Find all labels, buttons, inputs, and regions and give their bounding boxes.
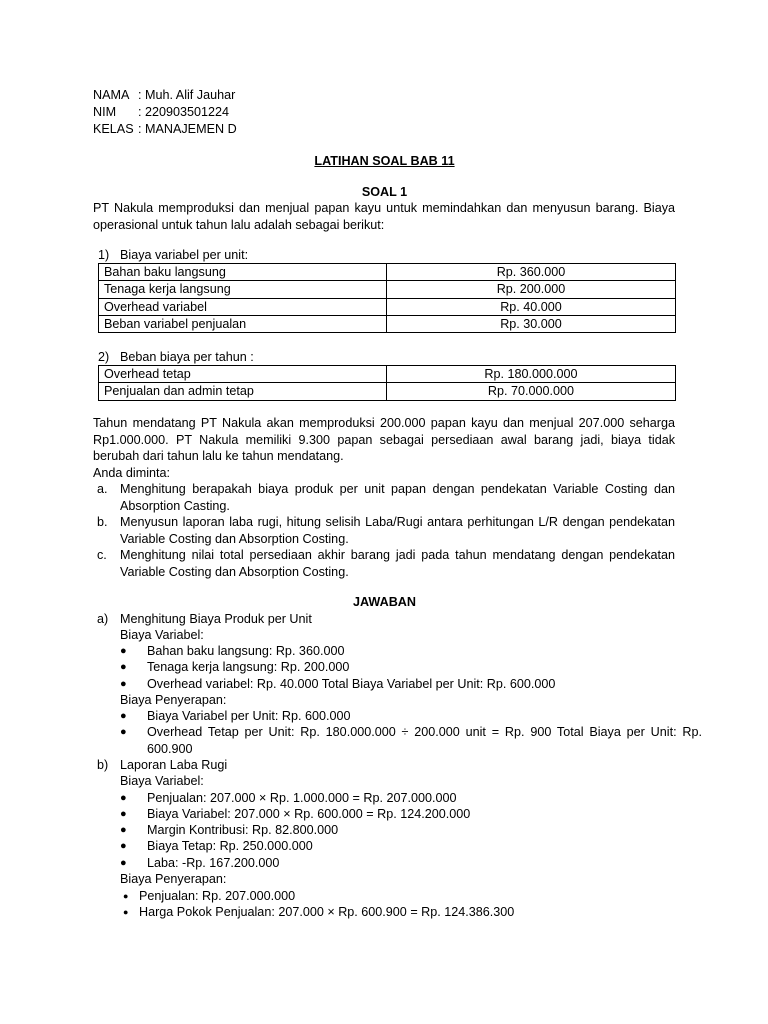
list-item <box>120 855 675 872</box>
kelas-label: KELAS <box>93 122 134 136</box>
table-cell-label: Overhead variabel <box>99 298 387 315</box>
answer-a-title: Menghitung Biaya Produk per Unit <box>120 612 312 626</box>
table-cell-value: Rp. 360.000 <box>387 264 676 281</box>
table-row <box>99 315 676 332</box>
table-cell-value: Rp. 30.000 <box>387 315 676 332</box>
table-row <box>99 281 676 298</box>
answer-b-penyerapan-label: Biaya Penyerapan: <box>120 872 227 886</box>
table-cell-label: Overhead tetap <box>99 366 387 383</box>
list-item <box>120 676 675 693</box>
intro-paragraph: PT Nakula memproduksi dan menjual papan kayu untuk memindahkan dan menyusun barang. Biaya operasional untuk tahun lalu adalah sebagai berikut: <box>93 201 675 232</box>
task-marker: b. <box>97 515 108 529</box>
bullet-icon: ● <box>120 726 127 738</box>
list-item <box>120 904 675 921</box>
task-item-c <box>93 547 675 580</box>
list-item <box>120 708 675 725</box>
table-row <box>99 383 676 400</box>
table-row <box>99 366 676 383</box>
fixed-cost-table <box>98 365 676 401</box>
table-cell-label: Beban variabel penjualan <box>99 315 387 332</box>
task-marker: a. <box>97 482 108 496</box>
bullet-icon: ● <box>120 661 127 673</box>
list-item <box>120 659 675 676</box>
section2-heading <box>93 349 675 366</box>
table-cell-label: Penjualan dan admin tetap <box>99 383 387 400</box>
nama-label: NAMA <box>93 88 130 102</box>
answer-heading: JAWABAN <box>353 595 416 609</box>
list-item-text: Margin Kontribusi: Rp. 82.800.000 <box>147 823 339 837</box>
kelas-value: : MANAJEMEN D <box>138 122 237 136</box>
variable-cost-table <box>98 263 676 333</box>
list-item-text: Harga Pokok Penjualan: 207.000 × Rp. 600.900 = Rp. 124.386.300 <box>139 905 515 919</box>
bullet-icon: ● <box>120 808 127 820</box>
list-item-text: Biaya Variabel per Unit: Rp. 600.000 <box>147 709 351 723</box>
task-marker: c. <box>97 548 107 562</box>
answer-a-variabel-label: Biaya Variabel: <box>120 628 204 642</box>
table-cell-value: Rp. 70.000.000 <box>387 383 676 400</box>
table-cell-label: Tenaga kerja langsung <box>99 281 387 298</box>
list-item-text: Laba: -Rp. 167.200.000 <box>147 856 280 870</box>
task-text: Menyusun laporan laba rugi, hitung selisih Laba/Rugi antara perhitungan L/R dengan pendekatan Variable Costing dan Absorption Costing. <box>120 515 675 546</box>
bullet-icon: ● <box>120 824 127 836</box>
bullet-icon: ● <box>120 840 127 852</box>
list-item-text: Overhead variabel: Rp. 40.000 Total Biaya Variabel per Unit: Rp. 600.000 <box>147 677 556 691</box>
list-item-text: Biaya Tetap: Rp. 250.000.000 <box>147 839 313 853</box>
list-item-text: Penjualan: Rp. 207.000.000 <box>139 889 296 903</box>
answer-b-heading <box>93 757 675 774</box>
bullet-icon: ● <box>120 645 127 657</box>
bullet-icon: ● <box>123 891 129 901</box>
bullet-icon: ● <box>123 907 129 917</box>
task-text: Menghitung nilai total persediaan akhir barang jadi pada tahun mendatang dengan pendekatan Variable Costing dan Absorption Costing. <box>120 548 675 579</box>
list-item <box>120 790 675 807</box>
nama-value: : Muh. Alif Jauhar <box>138 88 236 102</box>
table-cell-value: Rp. 40.000 <box>387 298 676 315</box>
task-item-b <box>93 514 675 547</box>
section1-marker: 1) <box>98 248 110 262</box>
soal-heading: SOAL 1 <box>361 185 408 199</box>
bullet-icon: ● <box>120 792 127 804</box>
list-item-text: Overhead Tetap per Unit: Rp. 180.000.000 ÷ 200.000 unit = Rp. 900 Total Biaya per Unit: Rp. 600.900 <box>147 725 702 756</box>
answer-b-title: Laporan Laba Rugi <box>120 758 228 772</box>
answer-a-heading <box>93 611 675 628</box>
list-item <box>120 838 675 855</box>
nim-label: NIM <box>93 105 117 119</box>
task-intro: Anda diminta: <box>93 466 171 480</box>
table-cell-label: Bahan baku langsung <box>99 264 387 281</box>
section1-heading <box>93 247 675 264</box>
page-title: LATIHAN SOAL BAB 11 <box>314 154 455 168</box>
task-item-a <box>93 481 675 514</box>
task-text: Menghitung berapakah biaya produk per unit papan dengan pendekatan Variable Costing dan Absorption Casting. <box>120 482 675 513</box>
bullet-icon: ● <box>120 710 127 722</box>
list-item-text: Penjualan: 207.000 × Rp. 1.000.000 = Rp. 207.000.000 <box>147 791 457 805</box>
bullet-icon: ● <box>120 678 127 690</box>
list-item <box>120 806 675 823</box>
answer-a-marker: a) <box>97 612 109 626</box>
list-item-text: Bahan baku langsung: Rp. 360.000 <box>147 644 345 658</box>
nim-value: : 220903501224 <box>138 105 230 119</box>
context-paragraph: Tahun mendatang PT Nakula akan memproduksi 200.000 papan kayu dan menjual 207.000 seharga Rp1.000.000. PT Nakula memiliki 9.300 papan sebagai persediaan awal barang jadi, biaya tidak berubah dari tahun lalu ke tahun mendatang. <box>93 416 675 463</box>
list-item <box>120 822 675 839</box>
bullet-icon: ● <box>120 857 127 869</box>
list-item <box>120 643 675 660</box>
table-cell-value: Rp. 180.000.000 <box>387 366 676 383</box>
section2-marker: 2) <box>98 350 110 364</box>
section2-title: Beban biaya per tahun : <box>120 350 254 364</box>
table-row <box>99 298 676 315</box>
list-item-text: Tenaga kerja langsung: Rp. 200.000 <box>147 660 350 674</box>
section1-title: Biaya variabel per unit: <box>120 248 249 262</box>
answer-b-variabel-label: Biaya Variabel: <box>120 774 204 788</box>
answer-b-marker: b) <box>97 758 109 772</box>
list-item-text: Biaya Variabel: 207.000 × Rp. 600.000 = Rp. 124.200.000 <box>147 807 471 821</box>
table-cell-value: Rp. 200.000 <box>387 281 676 298</box>
answer-a-penyerapan-label: Biaya Penyerapan: <box>120 693 227 707</box>
list-item <box>120 724 702 758</box>
table-row <box>99 264 676 281</box>
list-item <box>120 888 675 905</box>
